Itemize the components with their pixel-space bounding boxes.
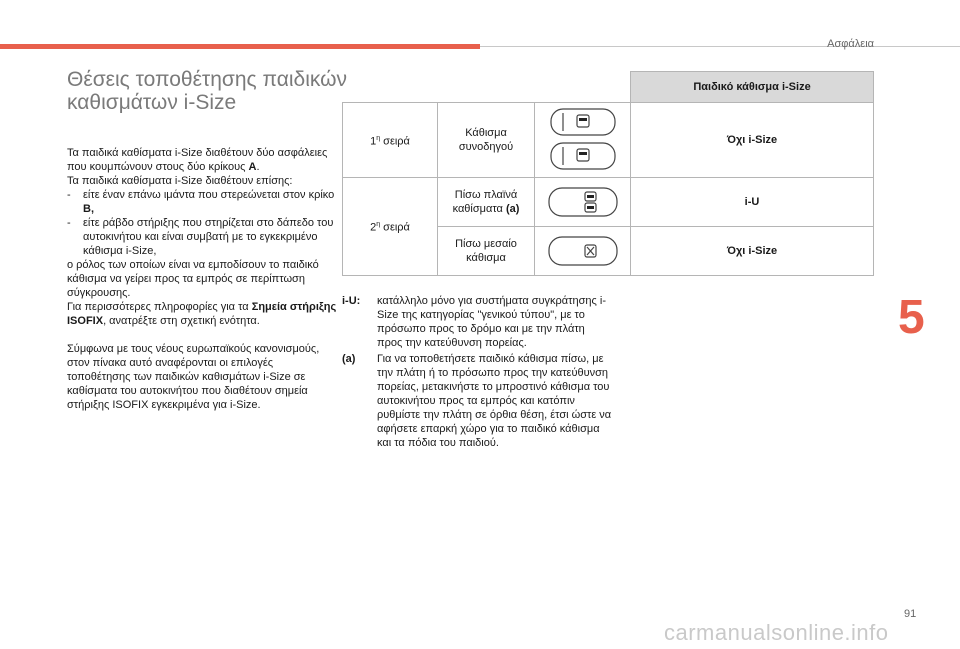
car-rear-outer-icon [545, 184, 621, 220]
page-number: 91 [904, 608, 917, 620]
title-line-2: καθισμάτων i-Size [67, 91, 237, 114]
isize-table [342, 71, 874, 276]
note-a [342, 352, 612, 450]
row2a-value: i-U [630, 177, 874, 227]
row1-car-diagram [534, 102, 631, 178]
row2-seat-a: Πίσω πλαϊνά καθίσματα (a) [437, 177, 535, 227]
accent-bar [0, 44, 480, 49]
header-rule [480, 46, 960, 47]
watermark: carmanualsonline.info [664, 620, 889, 645]
paragraph-role: ο ρόλος των οποίων είναι να εμποδίσουν το παιδικό κάθισμα να γείρει προς τα εμπρός σε περίπτωση σύγκρουσης. [67, 259, 319, 299]
bullet-support-leg: - είτε ράβδο στήριξης που στηρίζεται στο δάπεδο του αυτοκινήτου και είναι συμβατή με το εγκεκριμένο κάθισμα i-Size, [67, 217, 334, 257]
row2b-value: Όχι i-Size [630, 226, 874, 276]
body-text [67, 146, 337, 412]
row2b-car-diagram [534, 226, 631, 276]
car-rear-middle-icon [545, 233, 621, 269]
note-text: κατάλληλο μόνο για συστήματα συγκράτησης i-Size της κατηγορίας "γενικού τύπου", με το πρόσωπο προς το δρόμο και με την πλάτη προς την κατεύθυνση πορείας. [377, 295, 607, 349]
row1-seat: Κάθισμα συνοδηγού [437, 102, 535, 178]
row2a-car-diagram [534, 177, 631, 227]
row1-value: Όχι i-Size [630, 102, 874, 178]
row2-label: $2^\eta$ σειρά [342, 177, 438, 276]
car-front-passenger-icon [543, 105, 623, 175]
note-text: Για να τοποθετήσετε παιδικό κάθισμα πίσω, με την πλάτη ή το πρόσωπο προς την κατεύθυνση πορείας, μετακινήστε το μπροστινό κάθισμα του αυτοκινήτου προς τα εμπρός και κατόπιν ρυθμίστε την πλάτη σε όρθια θέση, έτσι ώστε να αφήσετε επαρκή χώρο για το παιδικό κάθισμα και τα πόδια του παιδιού. [377, 353, 612, 449]
note-iu [342, 294, 612, 350]
note-key: (a) [342, 353, 356, 365]
note-key: i-U: [342, 295, 361, 307]
title-line-1: Θέσεις τοποθέτησης παιδικών [67, 68, 347, 91]
paragraph-anchors: Τα παιδικά καθίσματα i-Size διαθέτουν δύο ασφάλειες που κουμπώνουν στους δύο κρίκους A. [67, 147, 328, 173]
chapter-number: 5 [898, 291, 925, 344]
bullet-top-tether: - είτε έναν επάνω ιμάντα που στερεώνεται στον κρίκο B, [67, 189, 335, 215]
table-notes [342, 294, 612, 452]
row1-label: $1^\eta$ σειρά [342, 102, 438, 178]
paragraph-isofix-ref: Για περισσότερες πληροφορίες για τα Σημεία στήριξης ISOFIX, ανατρέξτε στη σχετική ενότητα. [67, 301, 337, 327]
paragraph-also: Τα παιδικά καθίσματα i-Size διαθέτουν επίσης: [67, 175, 293, 187]
paragraph-regulations: Σύμφωνα με τους νέους ευρωπαϊκούς κανονισμούς, στον πίνακα αυτό αναφέρονται οι επιλογές τοποθέτησης των παιδικών καθισμάτων i-Size σε καθίσματα του αυτοκινήτου που διαθέτουν σημεία στήριξης ISOFIX εγκεκριμένα για i-Size. [67, 343, 320, 411]
table-header: Παιδικό κάθισμα i-Size [630, 71, 874, 103]
section-name: Ασφάλεια [827, 38, 874, 50]
page-title [67, 68, 347, 114]
row2-seat-b: Πίσω μεσαίο κάθισμα [437, 226, 535, 276]
